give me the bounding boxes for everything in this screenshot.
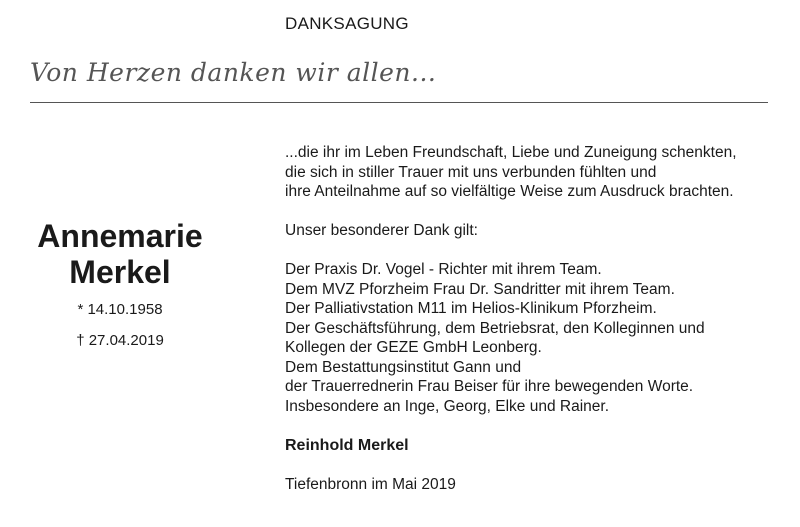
intro-line: ...die ihr im Leben Freundschaft, Liebe und Zuneigung schenkten, bbox=[285, 144, 737, 161]
thanks-line: Der Praxis Dr. Vogel - Richter mit ihrem Team. bbox=[285, 261, 602, 278]
thanks-line: Insbesondere an Inge, Georg, Elke und Rainer. bbox=[285, 397, 609, 415]
thanks-line: der Trauerrednerin Frau Beiser für ihre bewegenden Worte. bbox=[285, 378, 694, 395]
last-name: Merkel bbox=[69, 254, 171, 290]
place-date: Tiefenbronn im Mai 2019 bbox=[285, 475, 456, 493]
deceased-name bbox=[10, 218, 230, 290]
thanks-line: Dem MVZ Pforzheim Frau Dr. Sandritter mit ihrem Team. bbox=[285, 280, 675, 298]
first-name: Annemarie bbox=[37, 218, 203, 254]
signer-name: Reinhold Merkel bbox=[285, 436, 409, 454]
script-line: Von Herzen danken wir allen... bbox=[30, 58, 437, 87]
notice-heading: DANKSAGUNG bbox=[285, 14, 409, 33]
thanks-line: Dem Bestattungsinstitut Gann und bbox=[285, 358, 522, 376]
thanks-line: Der Geschäftsführung, dem Betriebsrat, den Kolleginnen und bbox=[285, 319, 705, 337]
thanks-text bbox=[285, 143, 785, 494]
thanks-line: Kollegen der GEZE GmbH Leonberg. bbox=[285, 339, 542, 356]
thanks-line: Der Palliativstation M11 im Helios-Klinikum Pforzheim. bbox=[285, 300, 657, 317]
intro-line: ihre Anteilnahme auf so vielfältige Weise zum Ausdruck brachten. bbox=[285, 183, 734, 200]
birth-date: * 14.10.1958 bbox=[77, 301, 163, 318]
divider-line bbox=[30, 102, 768, 103]
intro-line: die sich in stiller Trauer mit uns verbunden fühlten und bbox=[285, 163, 657, 181]
death-date: † 27.04.2019 bbox=[76, 332, 164, 349]
thanks-heading: Unser besonderer Dank gilt: bbox=[285, 222, 478, 239]
